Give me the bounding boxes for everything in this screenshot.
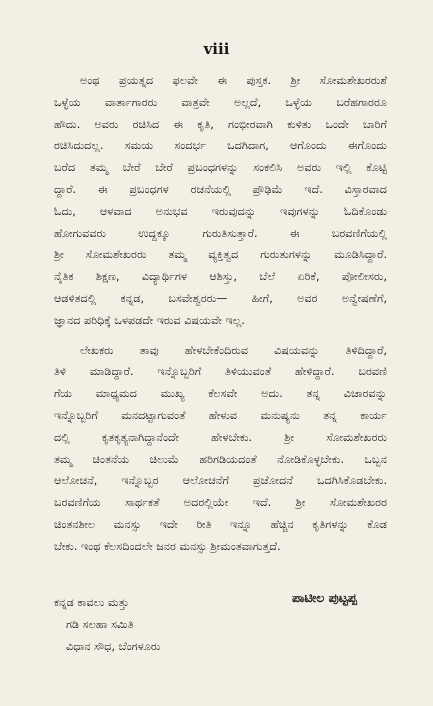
text-line: ಜ್ಞಾನದ ಪರಿಧಿಕ್ಕೆ ಒಳಪಡದೇ ಇರುವ ವಿಷಯವೇ ಇಲ್ಲ. bbox=[54, 313, 245, 327]
body-text bbox=[54, 70, 387, 558]
text-line: ಬರೆದ ತಮ್ಮ ಬೇರೆ ಬೇರೆ ಪ್ರಬಂಧಗಳನ್ನು ಸಂಕಲಿಸಿ ಅವರು ಇಲ್ಲಿ ಕೊಟ್ಟಿ bbox=[54, 161, 387, 175]
paragraph-gap bbox=[54, 332, 387, 340]
text-line: ಬೇಕು. ಇಂಥ ಕೆಲಸದಿಂದಲೇ ಜನರ ಮನಸ್ಸು ಶ್ರೀಮಂತವಾಗುತ್ತದೆ. bbox=[54, 539, 281, 553]
paragraph-1 bbox=[54, 70, 387, 332]
org-line: ವಿಧಾನ ಸೌಧ, ಬೆಂಗಳೂರು bbox=[66, 640, 161, 653]
text-line: ದ್ದಾರೆ. ಈ ಪ್ರಬಂಧಗಳ ರಚನೆಯಲ್ಲಿ ಪ್ರೌಢಿಮೆ ಇದೆ. ವಿಸ್ತಾರವಾದ bbox=[54, 182, 387, 196]
text-line: ಶ್ರೀ ಸೋಮಶೇಖರರು ತಮ್ಮ ವ್ಯಕ್ತಿತ್ವದ ಗುರುತುಗಳನ್ನು ಮೂಡಿಸಿದ್ದಾರೆ. bbox=[54, 248, 387, 262]
text-line: ನೈತಿಕ ಶಿಕ್ಷಣ, ವಿದ್ಯಾರ್ಥಿಗಳ ಆಶಿಸ್ತು, ಬೆಲೆ ಏರಿಕೆ, ಪೋಲೀಸರು, bbox=[54, 270, 387, 284]
text-line: ಇನ್ನೊಬ್ಬರಿಗೆ ಮನದಟ್ಟಾಗುವಂತೆ ಹೇಳುವ ಮನುಷ್ಯನು ತನ್ನ ಕಾರ್ಯ bbox=[54, 408, 387, 422]
text-line: ಓದು, ಆಳವಾದ ಅನುಭವ ಇರುವುದನ್ನು ಇವುಗಳನ್ನು ಓದಿಕೊಂಡು bbox=[54, 204, 387, 218]
text-line: ಲೇಖಕರು ತಾವು ಹೇಳಬೇಕೆಂದಿರುವ ವಿಷಯವನ್ನು ತಿಳಿದಿದ್ದಾರೆ, bbox=[80, 343, 387, 357]
paragraph-2 bbox=[54, 340, 387, 558]
signature-name: ಪಾಟೀಲ ಪುಟ್ಟಪ್ಪ bbox=[292, 590, 357, 605]
text-line: ಹೋಗುವವರು ಉದ್ದಕ್ಕೂ ಗುರುತಿಸುತ್ತಾರೆ. ಈ ಬರವಣಿಗೆಯಲ್ಲಿ bbox=[54, 226, 387, 240]
text-line: ಆಲೋಚನೆ, ಇನ್ನೊಬ್ಬರ ಆಲೋಚನೆಗೆ ಪ್ರಚೋದನೆ ಒದಗಿಸಿಕೊಡಬೇಕು. bbox=[54, 474, 387, 488]
page-number: viii bbox=[203, 40, 230, 58]
text-line: ರಚಿಸಿದುದಲ್ಲ. ಸಮಯ ಸಂದರ್ಭ ಒದಗಿದಾಗ, ಆಗೊಂದು ಈಗೊಂದು bbox=[54, 139, 387, 153]
text-line: ಚಿಂತನಶೀಲ ಮನಸ್ಸು ಇದೇ ರೀತಿ ಇನ್ನೂ ಹೆಚ್ಚಿನ ಕೃತಿಗಳನ್ನು ಕೊಡ bbox=[54, 517, 387, 531]
text-line: ತಮ್ಮ ಚಿಂತನೆಯ ಚಿಲುಮೆ ಹರಿಗಡಿಯದಂತೆ ನೋಡಿಕೊಳ್ಳಬೇಕು. ಒಬ್ಬನ bbox=[54, 452, 387, 466]
text-line: ಗೆಯ ಮಾಧ್ಯಮದ ಮುಖ್ಯ ಕೆಲಸವೇ ಅದು. ತನ್ನ ವಿಚಾರವನ್ನು bbox=[54, 387, 387, 401]
text-line: ಹೌದು. ಅವರು ರಚಿಸಿದ ಈ ಕೃತಿ, ಗಂಭೀರವಾಗಿ ಕುಳಿತು ಒಂದೇ ಬಾರಿಗೆ bbox=[54, 117, 387, 131]
text-line: ದಲ್ಲಿ ಕೃತಕೃತ್ಯನಾಗಿದ್ದಾನೆಂದೇ ಹೇಳಬೇಕು. ಶ್ರೀ ಸೋಮಶೇಖರರು bbox=[54, 430, 387, 444]
text-line: ಅಂಥ ಪ್ರಯತ್ನದ ಫಲವೇ ಈ ಪುಸ್ತಕ. ಶ್ರೀ ಸೋಮಶೇಖರರುಶೆ bbox=[80, 74, 387, 87]
text-line: ಆಡಳಿತದಲ್ಲಿ ಕನ್ನಡ, ಬಸವೇಶ್ವರರು— ಹೀಗೆ, ಅವರ ಅನ್ವೇಷಣೆಗೆ, bbox=[54, 291, 387, 305]
text-line: ಬರವಣಿಗೆಯ ಸಾರ್ಥಕತೆ ಅದರಲ್ಲಿಯೇ ಇದೆ. ಶ್ರೀ ಸೋಮಶೇಖರರ bbox=[54, 496, 387, 510]
organization-address bbox=[54, 592, 160, 658]
text-line: ಒಳ್ಳೆಯ ವಾರ್ತಾಗಾರರು ವಾತ್ರವೇ ಅಲ್ಲದೆ, ಒಳ್ಳೆಯ ಬರೆಹಗಾರರೂ bbox=[54, 95, 387, 109]
text-line: ತಿಳಿ ಮಾಡಿದ್ದಾರೆ. ಇನ್ನೊಬ್ಬರಿಗೆ ತಿಳಿಯುವಂತೆ ಹೇಳಿದ್ದಾರೆ. ಬರವಣಿ bbox=[54, 365, 387, 379]
org-line: ಕನ್ನಡ ಕಾವಲು ಮತ್ತು bbox=[54, 596, 130, 609]
org-line: ಗಡಿ ಸಲಹಾ ಸಮಿತಿ bbox=[66, 618, 134, 631]
